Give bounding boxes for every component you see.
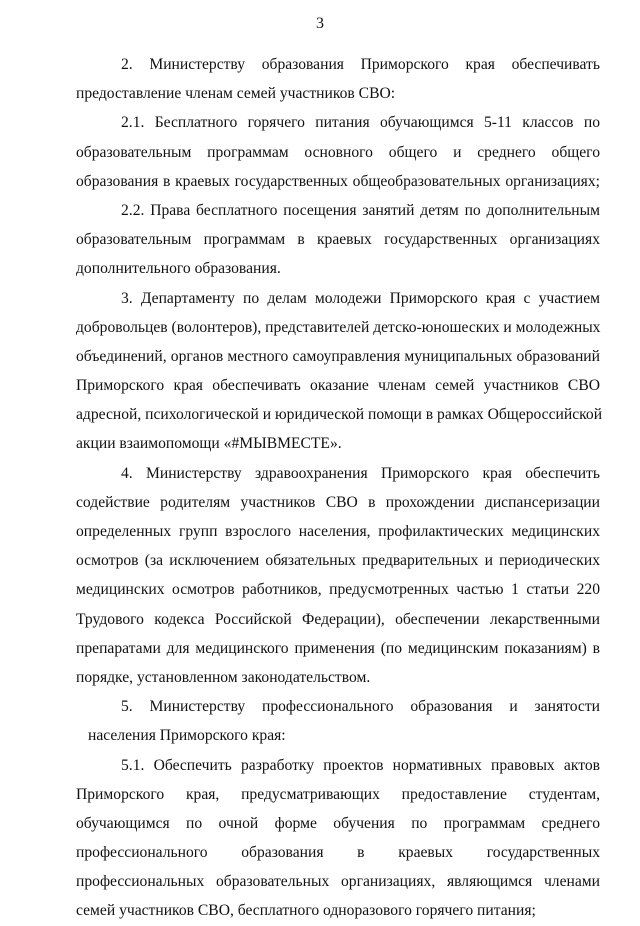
paragraph-4 (76, 459, 600, 693)
text-line: дополнительного образования. (76, 260, 281, 278)
text-line: 2. Министерству образования Приморского края обеспечивать (121, 56, 600, 73)
text-line: предоставление членам семей участников СВО: (76, 85, 396, 103)
text-line: 2.2. Права бесплатного посещения занятий детям по дополнительным (121, 201, 600, 219)
paragraph-3 (76, 284, 603, 459)
text-line: Приморского края, предусматривающих предоставление студентам, (76, 785, 600, 803)
text-line: порядке, установленном законодательством. (76, 668, 371, 686)
text-line: 5.1. Обеспечить разработку проектов нормативных правовых актов (121, 756, 600, 774)
text-line: профессионального образования в краевых государственных (76, 844, 600, 862)
text-line: 3. Департаменту по делам молодежи Приморского края с участием (121, 289, 600, 307)
text-line: семей участников СВО, бесплатного одноразового горячего питания; (76, 902, 536, 920)
text-line: определенных групп взрослого населения, профилактических медицинских (76, 523, 600, 540)
text-line: акции взаимопомощи «#МЫВМЕСТЕ». (76, 435, 342, 453)
page-number: 3 (316, 15, 324, 32)
text-line: объединений, органов местного самоуправления муниципальных образований (76, 347, 600, 365)
text-line: добровольцев (волонтеров), представителей детско-юношеских и молодежных (76, 318, 601, 336)
text-line: образовательным программам в краевых государственных организациях (76, 231, 600, 249)
text-line: препаратами для медицинского применения (по медицинским показаниям) в (76, 639, 600, 657)
text-line: 4. Министерству здравоохранения Приморского края обеспечить (121, 464, 600, 482)
text-line: образования в краевых государственных общеобразовательных организациях; (76, 172, 600, 190)
text-line: адресной, психологической и юридической помощи в рамках Общероссийской (76, 406, 603, 424)
text-line: 5. Министерству профессионального образования и занятости (121, 698, 600, 716)
text-line: осмотров (за исключением обязательных предварительных и периодических (76, 552, 600, 570)
text-line: населения Приморского края: (88, 727, 286, 745)
text-line: медицинских осмотров работников, предусмотренных частью 1 статьи 220 (76, 581, 600, 599)
text-line: профессиональных образовательных организациях, являющимся членами (76, 873, 600, 891)
text-line: обучающимся по очной форме обучения по программам среднего (76, 814, 600, 832)
paragraph-2-2 (76, 196, 600, 284)
paragraph-2 (76, 50, 600, 108)
paragraph-5 (76, 692, 600, 750)
paragraph-2-1 (76, 108, 600, 196)
text-line: содействие родителям участников СВО в прохождении диспансеризации (76, 493, 600, 511)
paragraph-5-1 (76, 751, 600, 926)
text-line: образовательным программам основного общего и среднего общего (76, 143, 600, 161)
document-body (76, 50, 603, 926)
text-line: 2.1. Бесплатного горячего питания обучающимся 5-11 классов по (121, 114, 600, 132)
text-line: Трудового кодекса Российской Федерации), обеспечении лекарственными (76, 610, 600, 628)
text-line: Приморского края обеспечивать оказание членам семей участников СВО (76, 377, 600, 395)
